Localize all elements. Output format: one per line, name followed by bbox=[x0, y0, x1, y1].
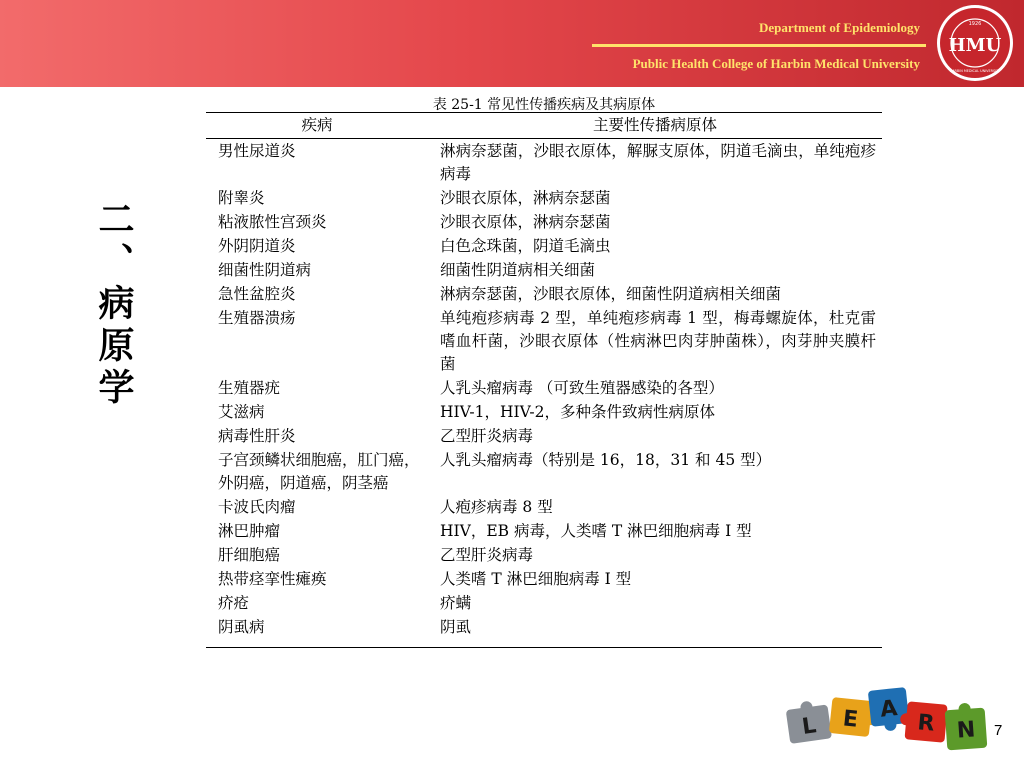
disease-cell: 子宫颈鳞状细胞癌，肛门癌，外阴癌，阴道癌，阴茎癌 bbox=[218, 451, 420, 492]
logo-text: HMU bbox=[948, 35, 1002, 56]
disease-cell: 生殖器疣 bbox=[218, 379, 281, 397]
table-row bbox=[206, 234, 882, 258]
disease-cell: 生殖器溃疡 bbox=[218, 309, 296, 327]
pathogen-cell: HIV-1，HIV-2，多种条件致病性病原体 bbox=[440, 403, 716, 421]
table-row bbox=[206, 519, 882, 543]
pathogen-cell: 人类嗜 T 淋巴细胞病毒 I 型 bbox=[440, 570, 632, 588]
pathogen-cell: 乙型肝炎病毒 bbox=[440, 546, 534, 564]
pathogen-cell: 阴虱 bbox=[428, 615, 882, 648]
table-row bbox=[206, 139, 882, 187]
pathogen-cell: 人乳头瘤病毒（特别是 16，18，31 和 45 型） bbox=[440, 451, 772, 469]
disease-cell: 急性盆腔炎 bbox=[218, 285, 296, 303]
table-row bbox=[206, 258, 882, 282]
pathogen-cell: 沙眼衣原体，淋病奈瑟菌 bbox=[440, 213, 611, 231]
table-row bbox=[206, 282, 882, 306]
pathogen-cell: 沙眼衣原体，淋病奈瑟菌 bbox=[440, 189, 611, 207]
slide-vertical-title: 二、病原学 bbox=[93, 200, 135, 410]
puzzle-letter-a: A bbox=[879, 696, 899, 723]
pathogen-table bbox=[206, 112, 882, 648]
disease-cell: 男性尿道炎 bbox=[218, 142, 296, 160]
disease-cell: 阴虱病 bbox=[206, 615, 428, 648]
pathogen-cell: 细菌性阴道病相关细菌 bbox=[440, 261, 596, 279]
learn-puzzle-graphic bbox=[780, 685, 1003, 763]
logo-subtitle: HARBIN MEDICAL UNIVERSITY bbox=[949, 69, 1001, 73]
table-row bbox=[206, 448, 882, 495]
disease-cell: 艾滋病 bbox=[218, 403, 265, 421]
logo-year: 1926 bbox=[968, 21, 982, 27]
table-row bbox=[206, 400, 882, 424]
pathogen-cell: 单纯疱疹病毒 2 型，单纯疱疹病毒 1 型，梅毒螺旋体，杜克雷嗜血杆菌，沙眼衣原体（性病淋巴肉芽肿菌株），肉芽肿夹膜杆菌 bbox=[440, 309, 876, 373]
table-row bbox=[206, 591, 882, 615]
header-divider bbox=[592, 44, 926, 47]
puzzle-letter-r: R bbox=[916, 710, 936, 737]
table-row bbox=[206, 186, 882, 210]
puzzle-piece-n bbox=[944, 702, 987, 751]
table-row bbox=[206, 306, 882, 376]
puzzle-piece-l bbox=[785, 698, 832, 743]
disease-cell: 病毒性肝炎 bbox=[218, 427, 296, 445]
table-row bbox=[206, 615, 882, 648]
college-name: Public Health College of Harbin Medical University bbox=[632, 56, 920, 71]
pathogen-cell: 人疱疹病毒 8 型 bbox=[440, 498, 553, 516]
disease-cell: 外阴阴道炎 bbox=[218, 237, 296, 255]
puzzle-letter-l: L bbox=[800, 713, 818, 740]
disease-cell: 淋巴肿瘤 bbox=[218, 522, 281, 540]
pathogen-cell: 淋病奈瑟菌，沙眼衣原体，解脲支原体，阴道毛滴虫，单纯疱疹病毒 bbox=[440, 142, 876, 183]
pathogen-cell: 疥螨 bbox=[440, 594, 472, 612]
pathogen-cell: 人乳头瘤病毒 （可致生殖器感染的各型） bbox=[440, 379, 724, 397]
disease-cell: 热带痉挛性瘫痪 bbox=[218, 570, 327, 588]
puzzle-piece-a bbox=[868, 687, 910, 733]
disease-cell: 附睾炎 bbox=[218, 189, 265, 207]
disease-cell: 细菌性阴道病 bbox=[218, 261, 312, 279]
pathogen-cell: 淋病奈瑟菌，沙眼衣原体，细菌性阴道病相关细菌 bbox=[440, 285, 782, 303]
department-name: Department of Epidemiology bbox=[758, 20, 920, 35]
table-caption: 表 25-1 常见性传播疾病及其病原体 bbox=[432, 97, 656, 113]
table-row bbox=[206, 495, 882, 519]
table-header-row bbox=[206, 113, 882, 139]
disease-cell: 疥疮 bbox=[218, 594, 250, 612]
header-disease: 疾病 bbox=[206, 113, 428, 139]
table-row bbox=[206, 424, 882, 448]
table-row bbox=[206, 543, 882, 567]
disease-cell: 卡波氏肉瘤 bbox=[218, 498, 296, 516]
pathogen-cell: 乙型肝炎病毒 bbox=[440, 427, 534, 445]
table-row bbox=[206, 567, 882, 591]
table-row bbox=[206, 210, 882, 234]
disease-cell: 肝细胞癌 bbox=[218, 546, 281, 564]
pathogen-cell: 白色念珠菌，阴道毛滴虫 bbox=[440, 237, 611, 255]
puzzle-letter-n: N bbox=[956, 717, 977, 744]
university-logo-icon bbox=[934, 3, 1016, 83]
header-pathogen: 主要性传播病原体 bbox=[428, 113, 882, 139]
table-row bbox=[206, 376, 882, 400]
puzzle-letter-e: E bbox=[841, 706, 860, 733]
pathogen-cell: HIV，EB 病毒，人类嗜 T 淋巴细胞病毒 I 型 bbox=[440, 522, 752, 540]
disease-cell: 粘液脓性宫颈炎 bbox=[218, 213, 327, 231]
page-number: 7 bbox=[994, 722, 1003, 739]
